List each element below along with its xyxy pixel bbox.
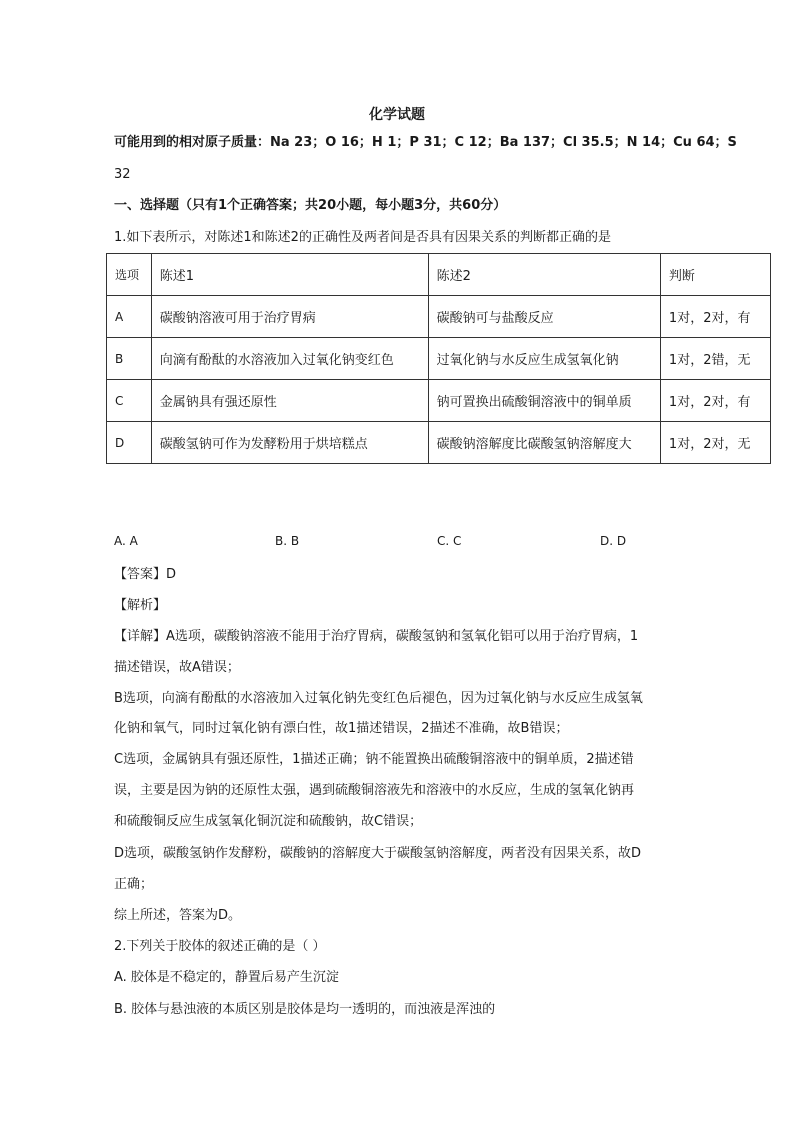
table-cell: D xyxy=(107,422,152,464)
table-cell: 过氧化钠与水反应生成氢氧化钠 xyxy=(428,338,660,380)
detail-line: 描述错误，故A错误； xyxy=(114,660,240,675)
table-header-cell: 陈述2 xyxy=(428,254,660,296)
detail-line: 【详解】A选项，碳酸钠溶液不能用于治疗胃病，碳酸氢钠和氢氧化铝可以用于治疗胃病，1 xyxy=(114,629,639,644)
detail-line: C选项，金属钠具有强还原性，1描述正确；钠不能置换出硫酸铜溶液中的铜单质，2描述错 xyxy=(114,752,634,767)
table-cell: 钠可置换出硫酸铜溶液中的铜单质 xyxy=(428,380,660,422)
table-cell: 1对，2对，无 xyxy=(660,422,770,464)
table-cell: 1对，2对，有 xyxy=(660,380,770,422)
q1-option-b[interactable]: B. B xyxy=(275,534,300,548)
table-header-cell: 判断 xyxy=(660,254,770,296)
q2-stem: 2.下列关于胶体的叙述正确的是（ ） xyxy=(114,939,326,954)
section-heading: 一、选择题（只有1个正确答案；共20小题，每小题3分，共60分） xyxy=(114,198,507,213)
table-header-row xyxy=(107,254,771,296)
table-cell: 1对，2错，无 xyxy=(660,338,770,380)
q1-table xyxy=(106,253,771,464)
atomic-masses-line1: 可能用到的相对原子质量：Na 23；O 16；H 1；P 31；C 12；Ba 137；Cl 35.5；N 14；Cu 64；S xyxy=(114,135,737,150)
atomic-masses-line2: 32 xyxy=(114,167,131,182)
q1-analysis-label: 【解析】 xyxy=(114,598,167,613)
page-title: 化学试题 xyxy=(369,107,425,123)
table-header-cell: 选项 xyxy=(107,254,152,296)
detail-line: 误，主要是因为钠的还原性太强，遇到硫酸铜溶液先和溶液中的水反应，生成的氢氧化钠再 xyxy=(114,783,635,798)
q1-option-a[interactable]: A. A xyxy=(114,534,138,548)
table-row xyxy=(107,338,771,380)
table-header-cell: 陈述1 xyxy=(151,254,428,296)
table-cell: 1对，2对，有 xyxy=(660,296,770,338)
table-row xyxy=(107,296,771,338)
detail-line: B选项，向滴有酚酞的水溶液加入过氧化钠先变红色后褪色，因为过氧化钠与水反应生成氢氧 xyxy=(114,691,643,706)
table-row xyxy=(107,422,771,464)
q1-answer: 【答案】D xyxy=(114,567,177,582)
table-cell: C xyxy=(107,380,152,422)
table-cell: 向滴有酚酞的水溶液加入过氧化钠变红色 xyxy=(151,338,428,380)
table-cell: B xyxy=(107,338,152,380)
table-cell: 碳酸钠可与盐酸反应 xyxy=(428,296,660,338)
table-row xyxy=(107,380,771,422)
detail-line: 和硫酸铜反应生成氢氧化铜沉淀和硫酸钠，故C错误； xyxy=(114,814,423,829)
q2-option-b[interactable]: B. 胶体与悬浊液的本质区别是胶体是均一透明的，而浊液是浑浊的 xyxy=(114,1002,496,1017)
table-cell: A xyxy=(107,296,152,338)
detail-line: 正确； xyxy=(114,877,154,892)
detail-line: 综上所述，答案为D。 xyxy=(114,908,242,923)
q1-option-d[interactable]: D. D xyxy=(600,534,627,548)
q1-stem: 1.如下表所示，对陈述1和陈述2的正确性及两者间是否具有因果关系的判断都正确的是 xyxy=(114,230,611,245)
detail-line: 化钠和氧气，同时过氧化钠有漂白性，故1描述错误，2描述不准确，故B错误； xyxy=(114,721,569,736)
detail-line: D选项，碳酸氢钠作发酵粉，碳酸钠的溶解度大于碳酸氢钠溶解度，两者没有因果关系，故D xyxy=(114,846,642,861)
table-cell: 碳酸钠溶液可用于治疗胃病 xyxy=(151,296,428,338)
table-cell: 碳酸钠溶解度比碳酸氢钠溶解度大 xyxy=(428,422,660,464)
q1-option-c[interactable]: C. C xyxy=(437,534,462,548)
table-cell: 碳酸氢钠可作为发酵粉用于烘培糕点 xyxy=(151,422,428,464)
table-cell: 金属钠具有强还原性 xyxy=(151,380,428,422)
q2-option-a[interactable]: A. 胶体是不稳定的，静置后易产生沉淀 xyxy=(114,970,339,985)
